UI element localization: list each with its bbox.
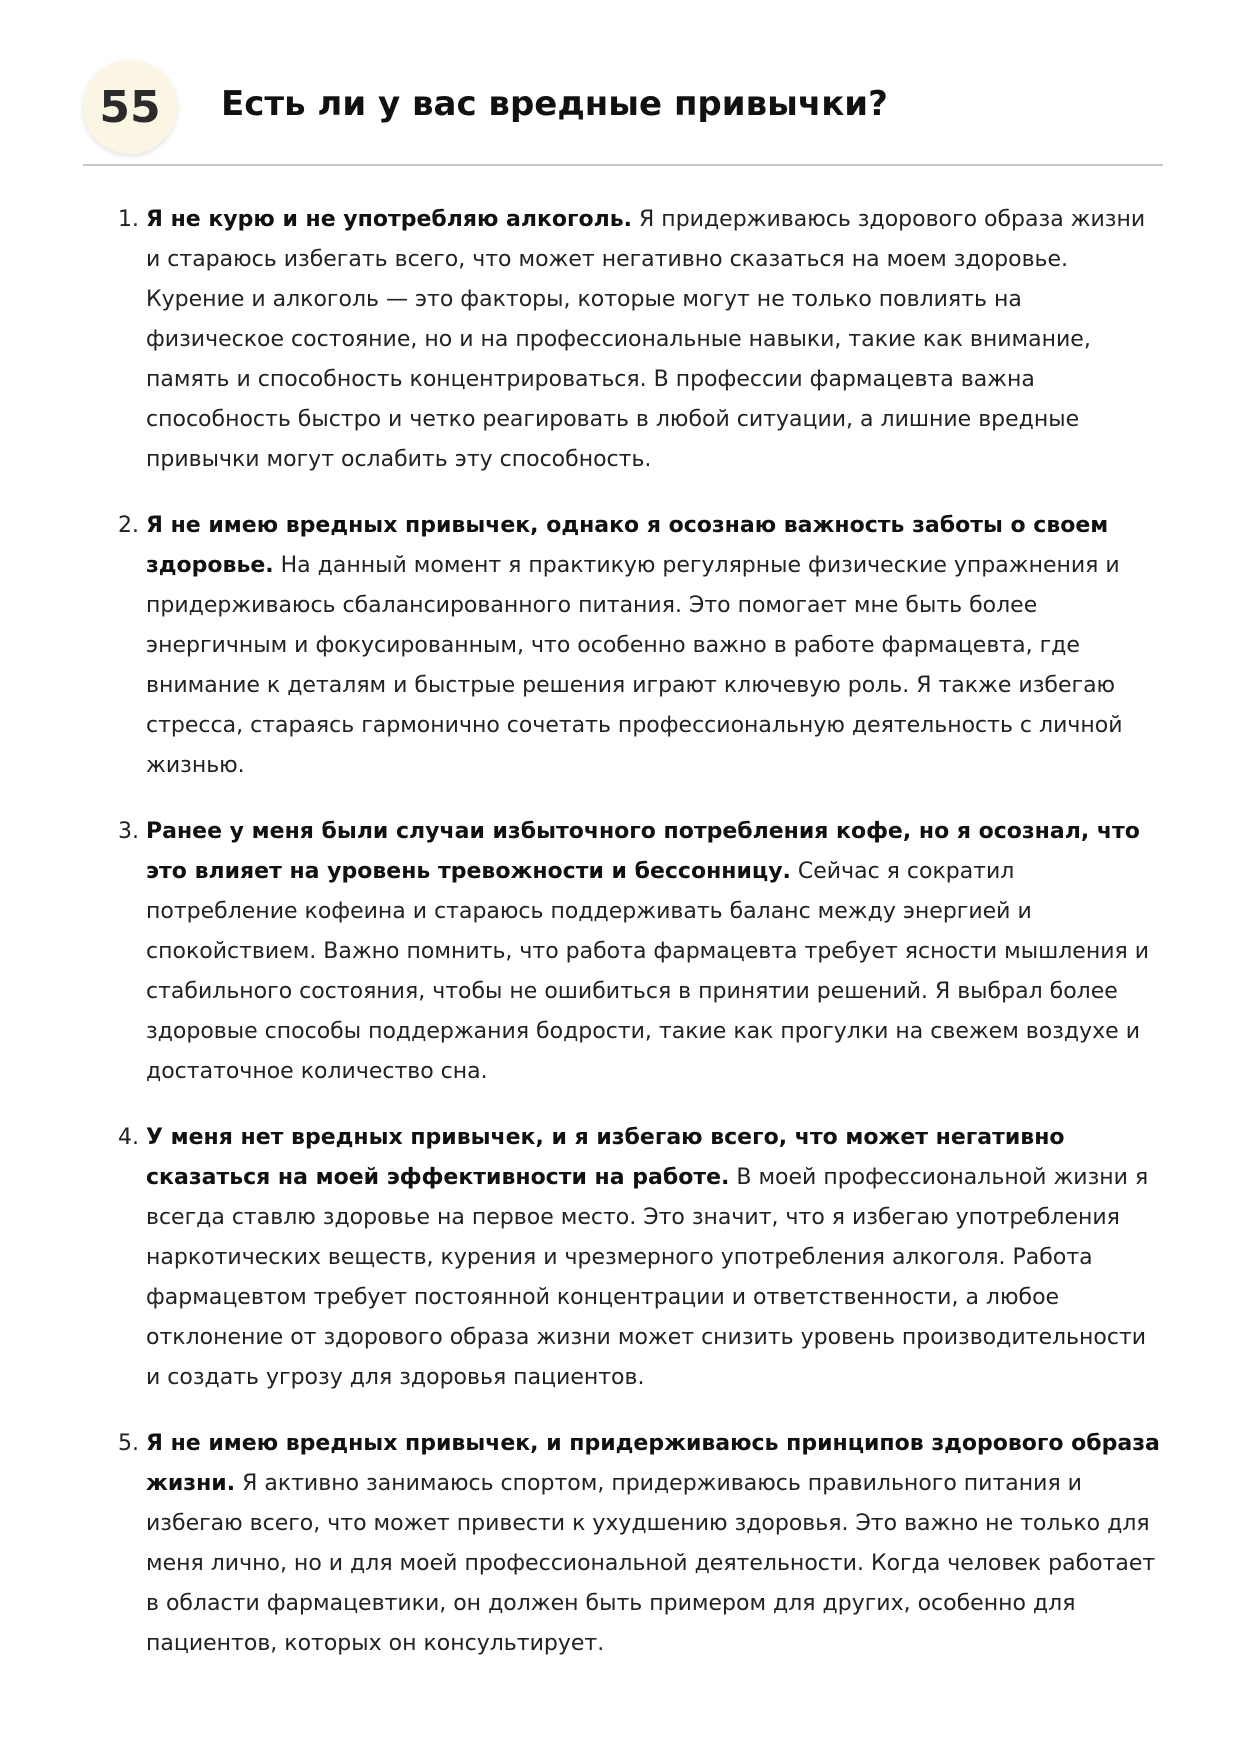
answer-text: На данный момент я практикую регулярные физические упражнения и придерживаюсь сбалансированного питания. Это помогает мне быть более энергичным и фокусированным, что особенно важно в работе фармацевта, где внимание к деталям и быстрые решения играют ключевую роль. Я также избегаю стресса, стараясь гармонично сочетать профессиональную деятельность с личной жизнью.: [146, 553, 1123, 778]
answer-number: 2.: [118, 513, 139, 538]
question-header: [83, 56, 1163, 166]
answer-number: 3.: [118, 819, 139, 844]
question-title: Есть ли у вас вредные привычки?: [221, 84, 888, 124]
answer-item: [118, 1118, 1162, 1398]
answer-lead: У меня нет вредных привычек, и я избегаю всего, что может негативно сказаться на моей эффективности на работе.: [146, 1125, 1065, 1190]
answer-lead: Я не имею вредных привычек, и придерживаюсь принципов здорового образа жизни.: [146, 1431, 1160, 1496]
answer-text: Я активно занимаюсь спортом, придерживаюсь правильного питания и избегаю всего, что может привести к ухудшению здоровья. Это важно не только для меня лично, но и для моей профессиональной деятельности. Когда человек работает в области фармацевтики, он должен быть примером для других, особенно для пациентов, которых он консультирует.: [146, 1471, 1156, 1656]
answer-item: [118, 1424, 1162, 1664]
answer-number: 5.: [118, 1431, 139, 1456]
question-number-badge: 55: [83, 60, 177, 154]
answer-text: Я придерживаюсь здорового образа жизни и стараюсь избегать всего, что может негативно сказаться на моем здоровье. Курение и алкоголь — это факторы, которые могут не только повлиять на физическое состояние, но и на профессиональные навыки, такие как внимание, память и способность концентрироваться. В профессии фармацевта важна способность быстро и четко реагировать в любой ситуации, а лишние вредные привычки могут ослабить эту способность.: [146, 207, 1146, 472]
answer-item: [118, 812, 1162, 1092]
answer-list: [118, 200, 1162, 1690]
answer-number: 1.: [118, 207, 139, 232]
answer-lead: Я не курю и не употребляю алкоголь.: [146, 207, 633, 232]
answer-lead: Ранее у меня были случаи избыточного потребления кофе, но я осознал, что это влияет на уровень тревожности и бессонницу.: [146, 819, 1140, 884]
answer-number: 4.: [118, 1125, 139, 1150]
answer-lead: Я не имею вредных привычек, однако я осознаю важность заботы о своем здоровье.: [146, 513, 1109, 578]
answer-item: [118, 506, 1162, 786]
answer-item: [118, 200, 1162, 480]
answer-text: Сейчас я сократил потребление кофеина и стараюсь поддерживать баланс между энергией и спокойствием. Важно помнить, что работа фармацевта требует ясности мышления и стабильного состояния, чтобы не ошибиться в принятии решений. Я выбрал более здоровые способы поддержания бодрости, такие как прогулки на свежем воздухе и достаточное количество сна.: [146, 859, 1150, 1084]
answer-text: В моей профессиональной жизни я всегда ставлю здоровье на первое место. Это значит, что я избегаю употребления наркотических веществ, курения и чрезмерного употребления алкоголя. Работа фармацевтом требует постоянной концентрации и ответственности, а любое отклонение от здорового образа жизни может снизить уровень производительности и создать угрозу для здоровья пациентов.: [146, 1165, 1149, 1390]
